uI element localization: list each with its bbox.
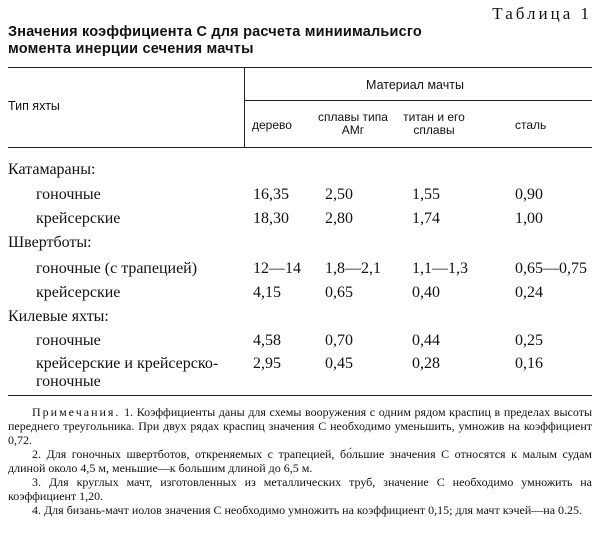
cell-wood: 2,95 xyxy=(253,355,281,372)
header-yacht-type: Тип яхты xyxy=(8,99,60,113)
header-subdivider xyxy=(244,100,592,101)
header-material-group: Материал мачты xyxy=(366,78,464,92)
cell-amg: 0,70 xyxy=(325,332,353,349)
header-col-wood: дерево xyxy=(252,118,292,132)
cell-steel: 0,90 xyxy=(515,186,543,203)
notes-heading: Примечания. xyxy=(32,405,121,419)
cell-steel: 1,00 xyxy=(515,210,543,227)
row-label: крейсерские и крейсерско-гоночные xyxy=(36,355,219,390)
cell-titanium: 1,1—1,3 xyxy=(412,260,468,277)
cell-steel: 0,16 xyxy=(515,355,543,372)
note-1 xyxy=(8,405,592,447)
category-keelboats: Килевые яхты: xyxy=(8,308,109,325)
table-title: Значения коэффициента C для расчета миниимальисго момента инерции сечения мачты xyxy=(8,24,422,57)
header-top-rule xyxy=(8,67,592,68)
note-4: 4. Для бизань-мачт иолов значения C необходимо умножить на коэффициент 0,15; для мачт кэчей—на 0.25. xyxy=(32,503,583,517)
cell-titanium: 0,44 xyxy=(412,332,440,349)
header-col-steel: сталь xyxy=(515,118,547,132)
row-label: гоночные xyxy=(36,186,101,203)
cell-steel: 0,65—0,75 xyxy=(515,260,587,277)
note-3: 3. Для круглых мачт, изготовленных из металлических труб, значение C необходимо умножить на коэффициент 1,20. xyxy=(8,475,592,503)
cell-titanium: 1,55 xyxy=(412,186,440,203)
cell-wood: 16,35 xyxy=(253,186,289,203)
category-catamarans: Катамараны: xyxy=(8,161,96,178)
row-label: гоночные (с трапецией) xyxy=(36,260,198,277)
header-bottom-rule xyxy=(8,147,592,148)
header-col-amg: сплавы типа АМг xyxy=(318,110,388,137)
category-dinghies: Швертботы: xyxy=(8,234,92,251)
row-label: крейсерские xyxy=(36,284,121,301)
cell-steel: 0,25 xyxy=(515,332,543,349)
cell-titanium: 0,40 xyxy=(412,284,440,301)
cell-titanium: 0,28 xyxy=(412,355,440,372)
row-label: крейсерские xyxy=(36,210,121,227)
cell-amg: 0,45 xyxy=(325,355,353,372)
cell-amg: 2,80 xyxy=(325,210,353,227)
cell-amg: 0,65 xyxy=(325,284,353,301)
header-divider-vertical xyxy=(244,68,245,147)
row-label: гоночные xyxy=(36,332,101,349)
header-col-titanium: титан и его сплавы xyxy=(403,110,465,137)
cell-titanium: 1,74 xyxy=(412,210,440,227)
table-bottom-rule xyxy=(8,395,592,396)
cell-steel: 0,24 xyxy=(515,284,543,301)
cell-wood: 18,30 xyxy=(253,210,289,227)
note-2: 2. Для гоночных швертботов, откреняемых с трапецией, бо́льшие значения C относятся к малым судам длиной около 4,5 м, меньшие—к большим длиной до 6,5 м. xyxy=(8,447,592,475)
cell-wood: 12—14 xyxy=(253,260,301,277)
cell-wood: 4,58 xyxy=(253,332,281,349)
table-number: Таблица 1 xyxy=(492,4,592,23)
cell-wood: 4,15 xyxy=(253,284,281,301)
cell-amg: 2,50 xyxy=(325,186,353,203)
notes-block xyxy=(8,405,592,517)
note-1-text: 1. Коэффициенты даны для схемы вооружения с одним рядом краспиц в пределах высоты переднего треугольника. При двух рядах краспиц значения C необходимо уменьшить, умножив на коэффициент 0,72. xyxy=(8,405,593,447)
cell-amg: 1,8—2,1 xyxy=(325,260,381,277)
